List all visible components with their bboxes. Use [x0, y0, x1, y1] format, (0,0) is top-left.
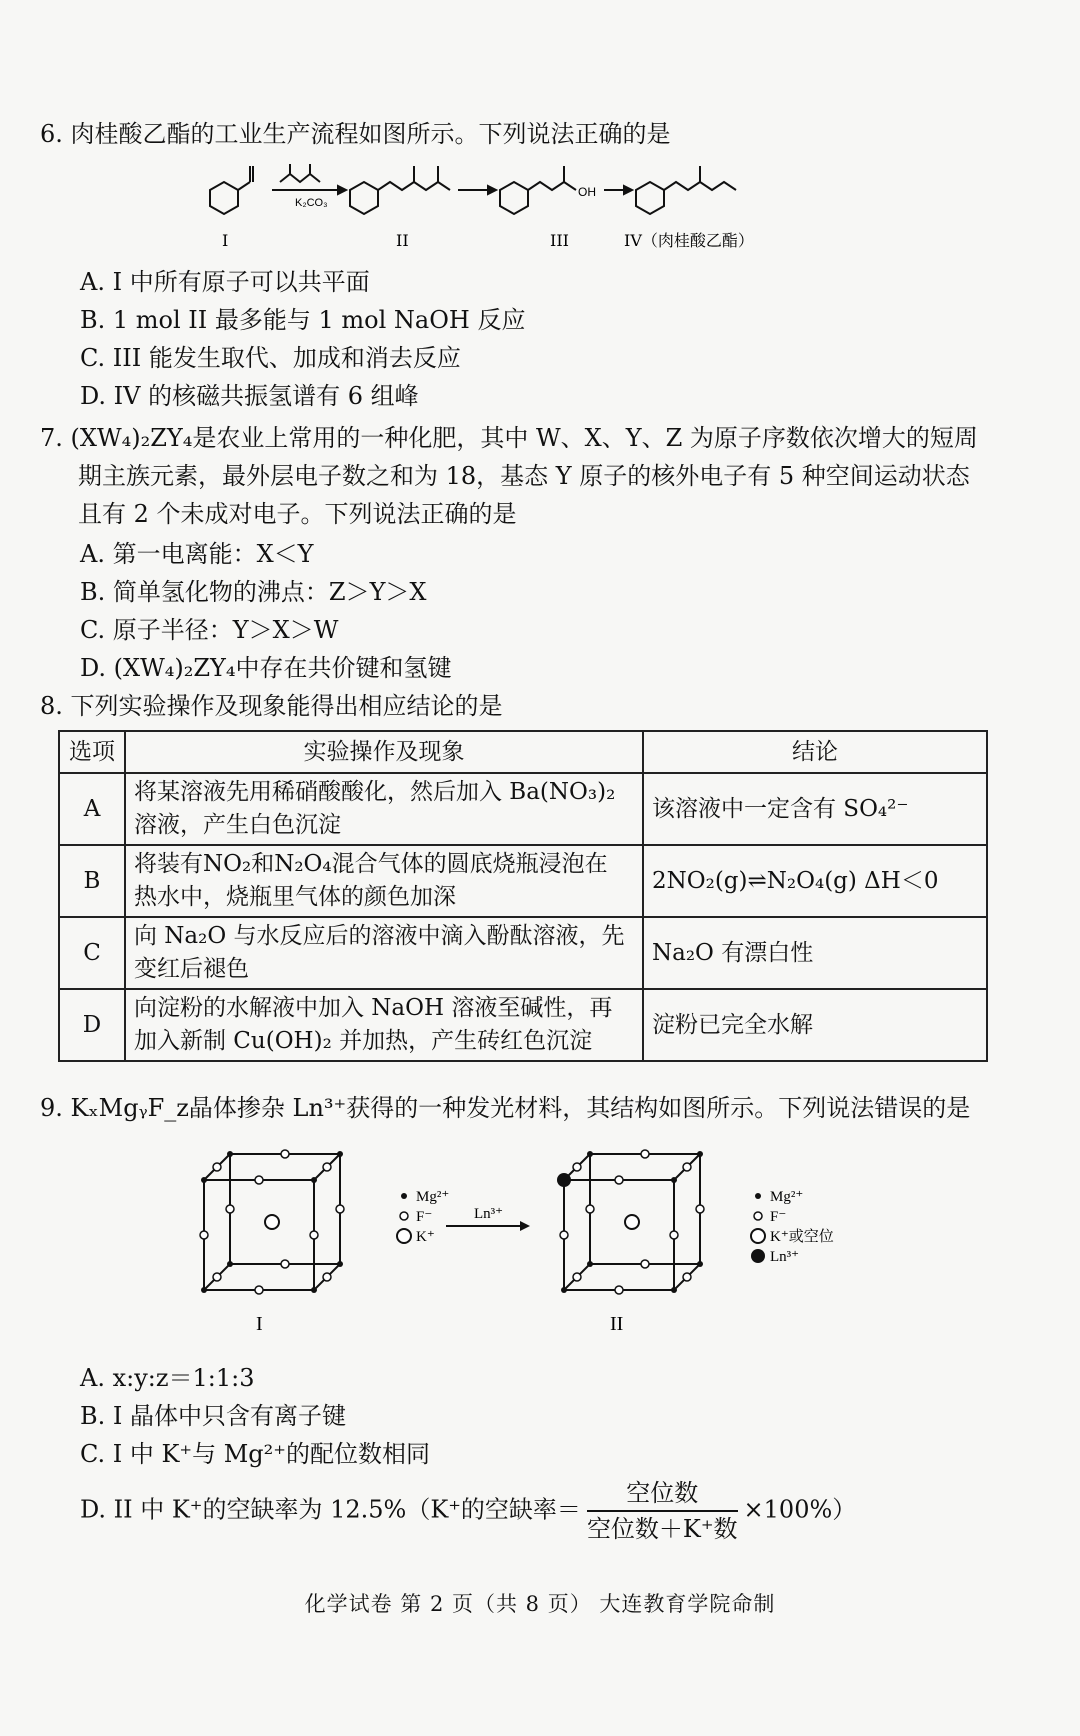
row-label: C [59, 917, 125, 989]
q7-option-d: D. (XW₄)₂ZY₄中存在共价键和氢键 [80, 654, 452, 682]
q6-reagent: K₂CO₃ [295, 197, 328, 209]
q6-label-2: II [396, 231, 409, 250]
legend2-ln: Ln³⁺ [770, 1249, 800, 1265]
q8-header-conclusion: 结论 [643, 731, 987, 773]
q9-label-2: II [610, 1313, 624, 1335]
row-conclusion: 该溶液中一定含有 SO₄²⁻ [643, 773, 987, 845]
q6-option-d: D. IV 的核磁共振氢谱有 6 组峰 [80, 382, 419, 410]
q7-line1: 7. (XW₄)₂ZY₄是农业上常用的一种化肥，其中 W、X、Y、Z 为原子序数依次增大的短周 [40, 424, 978, 452]
q9-option-d [80, 1476, 856, 1546]
q9-crystal-structure-figure [190, 1140, 890, 1340]
table-row [59, 989, 987, 1061]
q7-line3: 且有 2 个未成对电子。下列说法正确的是 [78, 500, 517, 528]
legend2-f: F⁻ [770, 1209, 787, 1225]
q7-option-b: B. 简单氢化物的沸点：Z＞Y＞X [80, 578, 427, 606]
q9-option-b: B. I 晶体中只含有离子键 [80, 1402, 347, 1430]
fraction-numerator: 空位数 [587, 1476, 738, 1512]
legend1-f: F⁻ [416, 1209, 433, 1225]
q9-option-d-prefix: D. II 中 K⁺的空缺率为 12.5%（K⁺的空缺率＝ [80, 1495, 581, 1524]
q6-option-b: B. 1 mol II 最多能与 1 mol NaOH 反应 [80, 306, 526, 334]
svg-text:OH: OH [578, 185, 596, 199]
arrow-ln-label: Ln³⁺ [474, 1206, 504, 1222]
q9-option-c: C. I 中 K⁺与 Mg²⁺的配位数相同 [80, 1440, 430, 1468]
q7-option-c: C. 原子半径：Y＞X＞W [80, 616, 339, 644]
row-operation: 向淀粉的水解液中加入 NaOH 溶液至碱性，再 加入新制 Cu(OH)₂ 并加热，产生砖红色沉淀 [125, 989, 643, 1061]
row-conclusion: Na₂O 有漂白性 [643, 917, 987, 989]
q7-line2: 期主族元素，最外层电子数之和为 18，基态 Y 原子的核外电子有 5 种空间运动状态 [78, 462, 970, 490]
vacancy-fraction [587, 1476, 738, 1546]
q9-label-1: I [256, 1313, 263, 1335]
row-label: A [59, 773, 125, 845]
row-operation: 将某溶液先用稀硝酸酸化，然后加入 Ba(NO₃)₂ 溶液，产生白色沉淀 [125, 773, 643, 845]
table-row [59, 917, 987, 989]
row-conclusion: 淀粉已完全水解 [643, 989, 987, 1061]
row-label: D [59, 989, 125, 1061]
q8-table [58, 730, 988, 1062]
q8-stem: 8. 下列实验操作及现象能得出相应结论的是 [40, 692, 503, 720]
legend1-k: K⁺ [416, 1229, 435, 1245]
q9-stem: 9. KₓMgᵧF_z晶体掺杂 Ln³⁺获得的一种发光材料，其结构如图所示。下列说法错误的是 [40, 1094, 971, 1122]
q8-header-operation: 实验操作及现象 [125, 731, 643, 773]
row-operation: 向 Na₂O 与水反应后的溶液中滴入酚酞溶液，先 变红后褪色 [125, 917, 643, 989]
q6-reaction-scheme [200, 160, 840, 260]
q6-label-1: I [222, 231, 229, 250]
row-label: B [59, 845, 125, 917]
q8-table-header [59, 731, 987, 773]
q6-option-a: A. I 中所有原子可以共平面 [80, 268, 370, 296]
table-row [59, 773, 987, 845]
q9-option-a: A. x:y:z＝1:1:3 [80, 1364, 255, 1392]
q6-option-c: C. III 能发生取代、加成和消去反应 [80, 344, 461, 372]
legend2-mg: Mg²⁺ [770, 1189, 804, 1205]
legend2-k-vacancy: K⁺或空位 [770, 1229, 834, 1245]
q7-option-a: A. 第一电离能：X＜Y [80, 540, 314, 568]
q9-option-d-suffix: ×100%） [743, 1495, 857, 1524]
row-operation: 将装有NO₂和N₂O₄混合气体的圆底烧瓶浸泡在 热水中，烧瓶里气体的颜色加深 [125, 845, 643, 917]
legend1-mg: Mg²⁺ [416, 1189, 450, 1205]
q8-header-option: 选项 [59, 731, 125, 773]
fraction-denominator: 空位数＋K⁺数 [586, 1515, 738, 1543]
q6-label-3: III [550, 231, 569, 250]
table-row [59, 845, 987, 917]
q6-stem: 6. 肉桂酸乙酯的工业生产流程如图所示。下列说法正确的是 [40, 120, 671, 148]
row-conclusion: 2NO₂(g)⇌N₂O₄(g) ΔH＜0 [643, 845, 987, 917]
q6-label-4: IV（肉桂酸乙酯） [624, 231, 754, 250]
page-footer: 化学试卷 第 2 页（共 8 页） 大连教育学院命制 [304, 1592, 776, 1616]
